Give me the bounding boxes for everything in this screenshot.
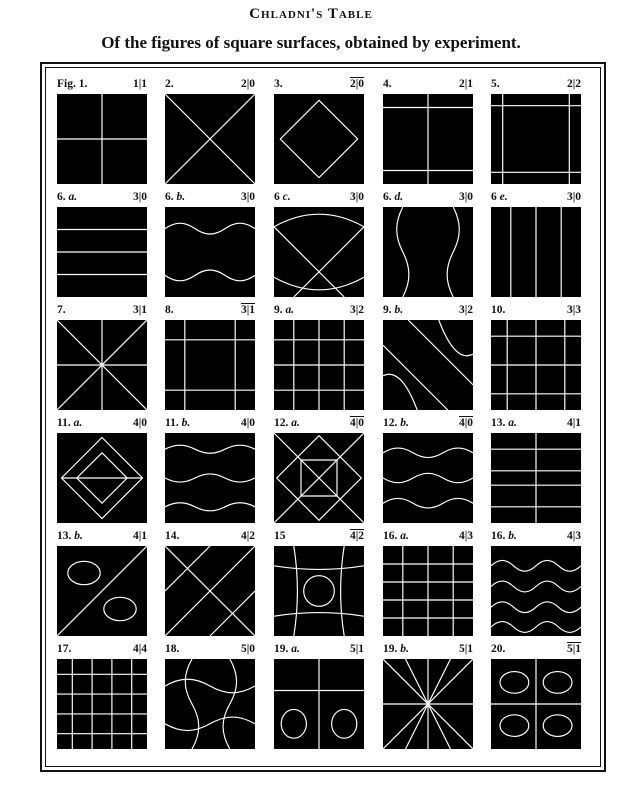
- figure-cell: [57, 75, 147, 187]
- figure-cell: [491, 301, 581, 413]
- figure-mode-number: 3|3: [566, 304, 581, 316]
- figure-caption: [383, 75, 473, 93]
- figure-variant: b.: [181, 417, 191, 429]
- figure-caption: [491, 301, 581, 319]
- nodal-line-pattern: [57, 94, 147, 184]
- figure-mode-number: 5|1: [458, 643, 473, 655]
- figure-mode-number: 4|0: [240, 417, 255, 429]
- figure-mode-number: 3|0: [566, 191, 581, 203]
- figure-number: 13.: [57, 530, 72, 542]
- table-title: Chladni's Table: [249, 6, 373, 22]
- figure-mode-number: 3|2: [458, 304, 473, 316]
- figure-number: 10.: [491, 304, 506, 316]
- figure-label: [165, 75, 174, 93]
- chladni-plate-figure: [165, 207, 255, 297]
- figure-number: 17.: [57, 643, 72, 655]
- figure-caption: [491, 527, 581, 545]
- figure-mode-number: 4|3: [458, 530, 473, 542]
- nodal-line-pattern: [383, 433, 473, 523]
- figure-mode-number: 3|0: [458, 191, 473, 203]
- figure-number: 20.: [491, 643, 506, 655]
- figure-mode-number: 2|1: [458, 78, 473, 90]
- figure-mode-number: 4|2: [240, 530, 255, 542]
- figure-caption: [57, 75, 147, 93]
- nodal-line-pattern: [165, 94, 255, 184]
- table-subtitle: Of the figures of square surfaces, obtained by experiment.: [101, 33, 521, 52]
- figure-variant: e.: [499, 191, 508, 203]
- chladni-plate-figure: [57, 94, 147, 184]
- figure-variant: b.: [400, 417, 409, 429]
- figure-caption: [383, 414, 473, 432]
- chladni-plate-figure: [491, 659, 581, 749]
- figure-variant: b.: [508, 530, 517, 542]
- figure-caption: [274, 188, 364, 206]
- figure-caption: [491, 75, 581, 93]
- figure-label: [57, 188, 77, 206]
- figure-label: [491, 640, 505, 658]
- figure-variant: d.: [394, 191, 404, 203]
- figure-label: [491, 188, 508, 206]
- figure-number: 11.: [165, 417, 179, 429]
- figure-mode-number: 1|1: [132, 78, 147, 90]
- chladni-plate-figure: [383, 546, 473, 636]
- figure-cell: [491, 527, 581, 639]
- chladni-plate-figure: [57, 320, 147, 410]
- nodal-line-pattern: [57, 433, 147, 523]
- nodal-line-pattern: [57, 659, 147, 749]
- figure-mode-number: 5|1: [349, 643, 364, 655]
- figure-variant: a.: [291, 417, 300, 429]
- chladni-plate-figure: [165, 433, 255, 523]
- figure-mode-number: 4|0: [349, 417, 364, 429]
- nodal-line-pattern: [274, 207, 364, 297]
- figure-number: 5.: [491, 78, 500, 90]
- figure-mode-number: 2|0: [349, 78, 364, 90]
- figure-label: [274, 75, 283, 93]
- chladni-plate-figure: [165, 320, 255, 410]
- figure-cell: [383, 75, 473, 187]
- figure-mode-number: 4|1: [566, 417, 581, 429]
- figure-label: [57, 414, 82, 432]
- figure-number: 6.: [57, 191, 66, 203]
- figure-caption: [491, 414, 581, 432]
- figure-number: 13.: [491, 417, 506, 429]
- figure-label: [274, 414, 300, 432]
- figure-mode-number: 2|0: [240, 78, 255, 90]
- figure-number: 14.: [165, 530, 180, 542]
- figure-cell: [491, 75, 581, 187]
- figure-label: [491, 527, 517, 545]
- nodal-line-pattern: [165, 659, 255, 749]
- nodal-line-pattern: [491, 433, 581, 523]
- chladni-plate-figure: [383, 207, 473, 297]
- nodal-line-pattern: [383, 94, 473, 184]
- figure-cell: [274, 414, 364, 526]
- nodal-line-pattern: [165, 433, 255, 523]
- figure-mode-number: 3|0: [349, 191, 364, 203]
- figure-label: [57, 640, 71, 658]
- figure-caption: [274, 527, 364, 545]
- nodal-line-pattern: [491, 207, 581, 297]
- figure-number: 8.: [165, 304, 174, 316]
- figure-number: 4.: [383, 78, 392, 90]
- figure-variant: a.: [291, 643, 300, 655]
- nodal-line-pattern: [57, 207, 147, 297]
- nodal-line-pattern: [274, 320, 364, 410]
- figure-caption: [491, 640, 581, 658]
- figure-cell: [383, 414, 473, 526]
- figure-label: [383, 75, 392, 93]
- figure-cell: [165, 188, 255, 300]
- figure-caption: [274, 414, 364, 432]
- figure-mode-number: 4|0: [132, 417, 147, 429]
- figure-number: 19.: [274, 643, 289, 655]
- figure-number: 15: [274, 530, 286, 542]
- chladni-plate-figure: [57, 433, 147, 523]
- figure-cell: [165, 527, 255, 639]
- figure-label: [383, 301, 403, 319]
- chladni-plate-figure: [274, 320, 364, 410]
- nodal-line-pattern: [491, 546, 581, 636]
- figure-number: 3.: [274, 78, 283, 90]
- chladni-plate-figure: [383, 320, 473, 410]
- figure-variant: a.: [400, 530, 409, 542]
- figure-mode-number: 3|1: [240, 304, 255, 316]
- figure-cell: [165, 414, 255, 526]
- figure-caption: [57, 414, 147, 432]
- figure-label: [165, 640, 179, 658]
- figure-cell: [165, 301, 255, 413]
- figure-mode-number: 3|1: [132, 304, 147, 316]
- nodal-line-pattern: [491, 320, 581, 410]
- figure-mode-number: 4|0: [458, 417, 473, 429]
- figure-cell: [274, 301, 364, 413]
- figure-cell: [165, 640, 255, 752]
- figure-cell: [57, 527, 147, 639]
- figure-variant: b.: [394, 304, 404, 316]
- figure-mode-number: 3|0: [132, 191, 147, 203]
- figure-caption: [57, 640, 147, 658]
- chladni-plate-figure: [274, 659, 364, 749]
- figure-cell: [274, 75, 364, 187]
- figure-caption: [165, 188, 255, 206]
- figure-cell: [491, 414, 581, 526]
- figure-cell: [383, 301, 473, 413]
- figure-cell: [57, 414, 147, 526]
- chladni-plate-figure: [491, 207, 581, 297]
- figure-caption: [383, 640, 473, 658]
- figure-cell: [274, 527, 364, 639]
- figure-label: [57, 301, 66, 319]
- nodal-line-pattern: [274, 94, 364, 184]
- figure-number: 2.: [165, 78, 174, 90]
- nodal-line-pattern: [274, 659, 364, 749]
- chladni-plate-figure: [274, 94, 364, 184]
- figure-number: 6.: [383, 191, 392, 203]
- figure-caption: [165, 640, 255, 658]
- figure-caption: [274, 640, 364, 658]
- chladni-plate-figure: [165, 94, 255, 184]
- chladni-plate-figure: [274, 433, 364, 523]
- figure-number: 11.: [57, 417, 71, 429]
- chladni-plate-figure: [383, 94, 473, 184]
- figure-variant: a.: [508, 417, 517, 429]
- figure-mode-number: 2|2: [566, 78, 581, 90]
- figure-number: 19.: [383, 643, 398, 655]
- figure-label: [165, 527, 179, 545]
- figure-label: [274, 527, 286, 545]
- figure-variant: b.: [74, 530, 83, 542]
- figure-label: [57, 75, 87, 93]
- figure-label: [491, 75, 500, 93]
- figure-cell: [383, 640, 473, 752]
- chladni-plate-figure: [383, 659, 473, 749]
- chladni-plate-figure: [491, 320, 581, 410]
- figure-cell: [57, 301, 147, 413]
- chladni-plate-figure: [165, 659, 255, 749]
- figure-label: [383, 188, 403, 206]
- figure-label: [165, 301, 174, 319]
- nodal-line-pattern: [57, 320, 147, 410]
- figure-cell: [383, 188, 473, 300]
- figure-number: 6.: [165, 191, 174, 203]
- figure-label: [491, 301, 505, 319]
- nodal-line-pattern: [383, 659, 473, 749]
- figure-number: 9.: [274, 304, 283, 316]
- figure-mode-number: 5|1: [566, 643, 581, 655]
- figure-number: 6: [274, 191, 280, 203]
- figure-caption: [383, 301, 473, 319]
- figure-number: Fig. 1.: [57, 78, 88, 90]
- nodal-line-pattern: [165, 207, 255, 297]
- nodal-line-pattern: [57, 546, 147, 636]
- chladni-plate-figure: [274, 207, 364, 297]
- figure-caption: [274, 301, 364, 319]
- figure-caption: [383, 188, 473, 206]
- figure-caption: [165, 301, 255, 319]
- figure-mode-number: 4|4: [132, 643, 147, 655]
- figure-mode-number: 4|2: [349, 530, 364, 542]
- chladni-plate-figure: [57, 207, 147, 297]
- figure-cell: [57, 640, 147, 752]
- figure-variant: a.: [68, 191, 78, 203]
- figure-label: [57, 527, 83, 545]
- figure-number: 9.: [383, 304, 392, 316]
- figure-cell: [274, 188, 364, 300]
- nodal-line-pattern: [274, 433, 364, 523]
- figure-variant: b.: [176, 191, 186, 203]
- figure-label: [165, 188, 185, 206]
- figure-variant: a.: [285, 304, 295, 316]
- chladni-plate-figure: [491, 94, 581, 184]
- figure-number: 7.: [57, 304, 66, 316]
- chladni-plate-figure: [57, 546, 147, 636]
- figure-caption: [165, 527, 255, 545]
- nodal-line-pattern: [383, 546, 473, 636]
- figure-number: 18.: [165, 643, 180, 655]
- chladni-plate-figure: [57, 659, 147, 749]
- figure-variant: b.: [400, 643, 409, 655]
- figure-caption: [165, 414, 255, 432]
- figure-number: 12.: [383, 417, 398, 429]
- figure-label: [491, 414, 517, 432]
- nodal-line-pattern: [383, 207, 473, 297]
- figure-mode-number: 5|0: [240, 643, 255, 655]
- figure-cell: [383, 527, 473, 639]
- figure-label: [383, 527, 409, 545]
- figure-number: 16.: [491, 530, 506, 542]
- chladni-plate-figure: [491, 546, 581, 636]
- figure-label: [383, 640, 409, 658]
- figure-number: 6: [491, 191, 497, 203]
- figure-cell: [274, 640, 364, 752]
- nodal-line-pattern: [383, 320, 473, 410]
- figure-caption: [57, 527, 147, 545]
- nodal-line-pattern: [165, 320, 255, 410]
- chladni-plate-figure: [383, 433, 473, 523]
- figure-cell: [491, 188, 581, 300]
- figure-caption: [57, 301, 147, 319]
- nodal-line-pattern: [274, 546, 364, 636]
- figure-label: [383, 414, 409, 432]
- nodal-line-pattern: [491, 94, 581, 184]
- figure-variant: c.: [282, 191, 291, 203]
- chladni-plate-figure: [165, 546, 255, 636]
- figure-caption: [383, 527, 473, 545]
- figure-caption: [491, 188, 581, 206]
- figure-caption: [165, 75, 255, 93]
- figure-cell: [57, 188, 147, 300]
- chladni-plate-figure: [491, 433, 581, 523]
- figure-mode-number: 4|3: [566, 530, 581, 542]
- figure-caption: [57, 188, 147, 206]
- figure-number: 12.: [274, 417, 289, 429]
- chladni-plate-figure: [274, 546, 364, 636]
- figure-caption: [274, 75, 364, 93]
- figure-label: [274, 301, 294, 319]
- figure-mode-number: 3|2: [349, 304, 364, 316]
- figure-label: [274, 188, 291, 206]
- figure-mode-number: 3|0: [240, 191, 255, 203]
- nodal-line-pattern: [165, 546, 255, 636]
- figure-cell: [491, 640, 581, 752]
- figure-cell: [165, 75, 255, 187]
- figure-mode-number: 4|1: [132, 530, 147, 542]
- figure-number: 16.: [383, 530, 398, 542]
- figure-label: [165, 414, 190, 432]
- figure-label: [274, 640, 300, 658]
- nodal-line-pattern: [491, 659, 581, 749]
- figure-variant: a.: [73, 417, 83, 429]
